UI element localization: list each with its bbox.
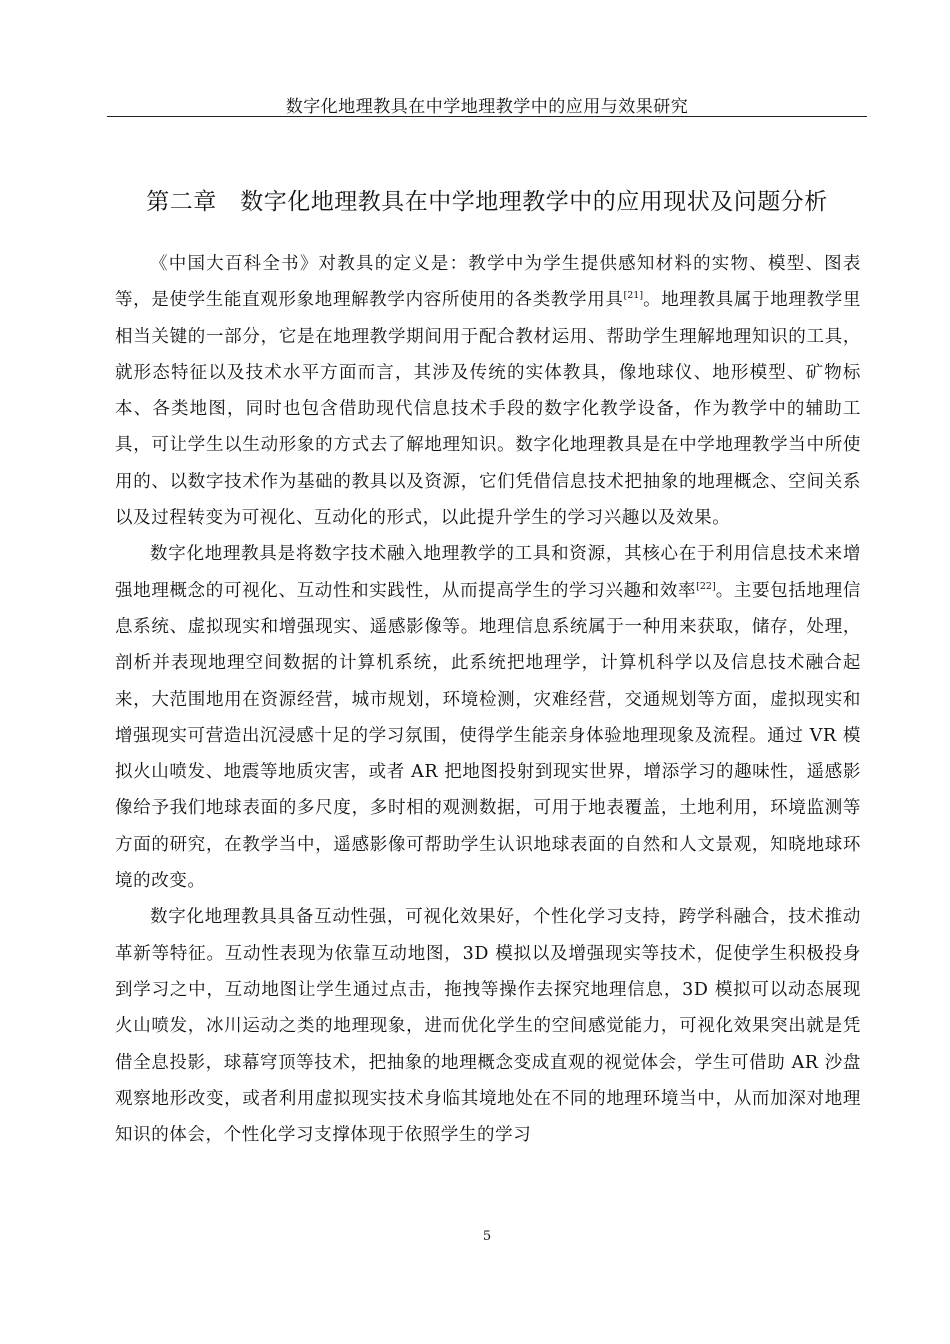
- running-header: 数字化地理教具在中学地理教学中的应用与效果研究: [285, 97, 689, 117]
- paragraph-1-text: 《中国大百科全书》对教具的定义是：教学中为学生提供感知材料的实物、模型、图表等，是使学生能直观形象地理解教学内容所使用的各类教学用具: [115, 254, 861, 311]
- header-divider: [107, 116, 867, 117]
- body-text: [115, 246, 861, 1153]
- paragraph-2: [115, 536, 861, 899]
- citation-22: [22]: [696, 580, 716, 592]
- page-number: 5: [482, 1229, 492, 1244]
- chapter-title: 第二章 数字化地理教具在中学地理教学中的应用现状及问题分析: [146, 189, 828, 215]
- paragraph-2-text: 数字化地理教具是将数字技术融入地理教学的工具和资源，其核心在于利用信息技术来增强地理概念的可视化、互动性和实践性，从而提高学生的学习兴趣和效率: [115, 544, 861, 601]
- citation-21: [21]: [623, 290, 644, 302]
- paragraph-3: [115, 899, 861, 1153]
- paragraph-2-text-continued: 。主要包括地理信息系统、虚拟现实和增强现实、遥感影像等。地理信息系统属于一种用来获取，储存，处理，剖析并表现地理空间数据的计算机系统，此系统把地理学，计算机科学以及信息技术融合起来，大范围地用在资源经营，城市规划，环境检测，灾难经营，交通规划等方面，虚拟现实和增强现实可营造出沉浸感十足的学习氛围，使得学生能亲身体验地理现象及流程。通过 VR 模拟火山喷发、地震等地质灾害，或者 AR 把地图投射到现实世界，增添学习的趣味性，遥感影像给予我们地球表面的多尺度，多时相的观测数据，可用于地表覆盖，土地利用，环境监测等方面的研究，在教学当中，遥感影像可帮助学生认识地球表面的自然和人文景观，知晓地球环境的改变。: [115, 580, 861, 892]
- paragraph-3-text: 数字化地理教具具备互动性强，可视化效果好，个性化学习支持，跨学科融合，技术推动革新等特征。互动性表现为依靠互动地图，3D 模拟以及增强现实等技术，促使学生积极投身到学习之中，互动地图让学生通过点击，拖拽等操作去探究地理信息，3D 模拟可以动态展现火山喷发，冰川运动之类的地理现象，进而优化学生的空间感觉能力，可视化效果突出就是凭借全息投影，球幕穹顶等技术，把抽象的地理概念变成直观的视觉体会，学生可借助 AR 沙盘观察地形改变，或者利用虚拟现实技术身临其境地处在不同的地理环境当中，从而加深对地理知识的体会，个性化学习支撑体现于依照学生的学习: [115, 907, 861, 1146]
- paragraph-1: [115, 246, 861, 536]
- paragraph-1-text-continued: 。地理教具属于地理教学里相当关键的一部分，它是在地理教学期间用于配合教材运用、帮助学生理解地理知识的工具，就形态特征以及技术水平方面而言，其涉及传统的实体教具，像地球仪、地形模型、矿物标本、各类地图，同时也包含借助现代信息技术手段的数字化教学设备，作为教学中的辅助工具，可让学生以生动形象的方式去了解地理知识。数字化地理教具是在中学地理教学当中所使用的、以数字技术作为基础的教具以及资源，它们凭借信息技术把抽象的地理概念、空间关系以及过程转变为可视化、互动化的形式，以此提升学生的学习兴趣以及效果。: [115, 290, 861, 529]
